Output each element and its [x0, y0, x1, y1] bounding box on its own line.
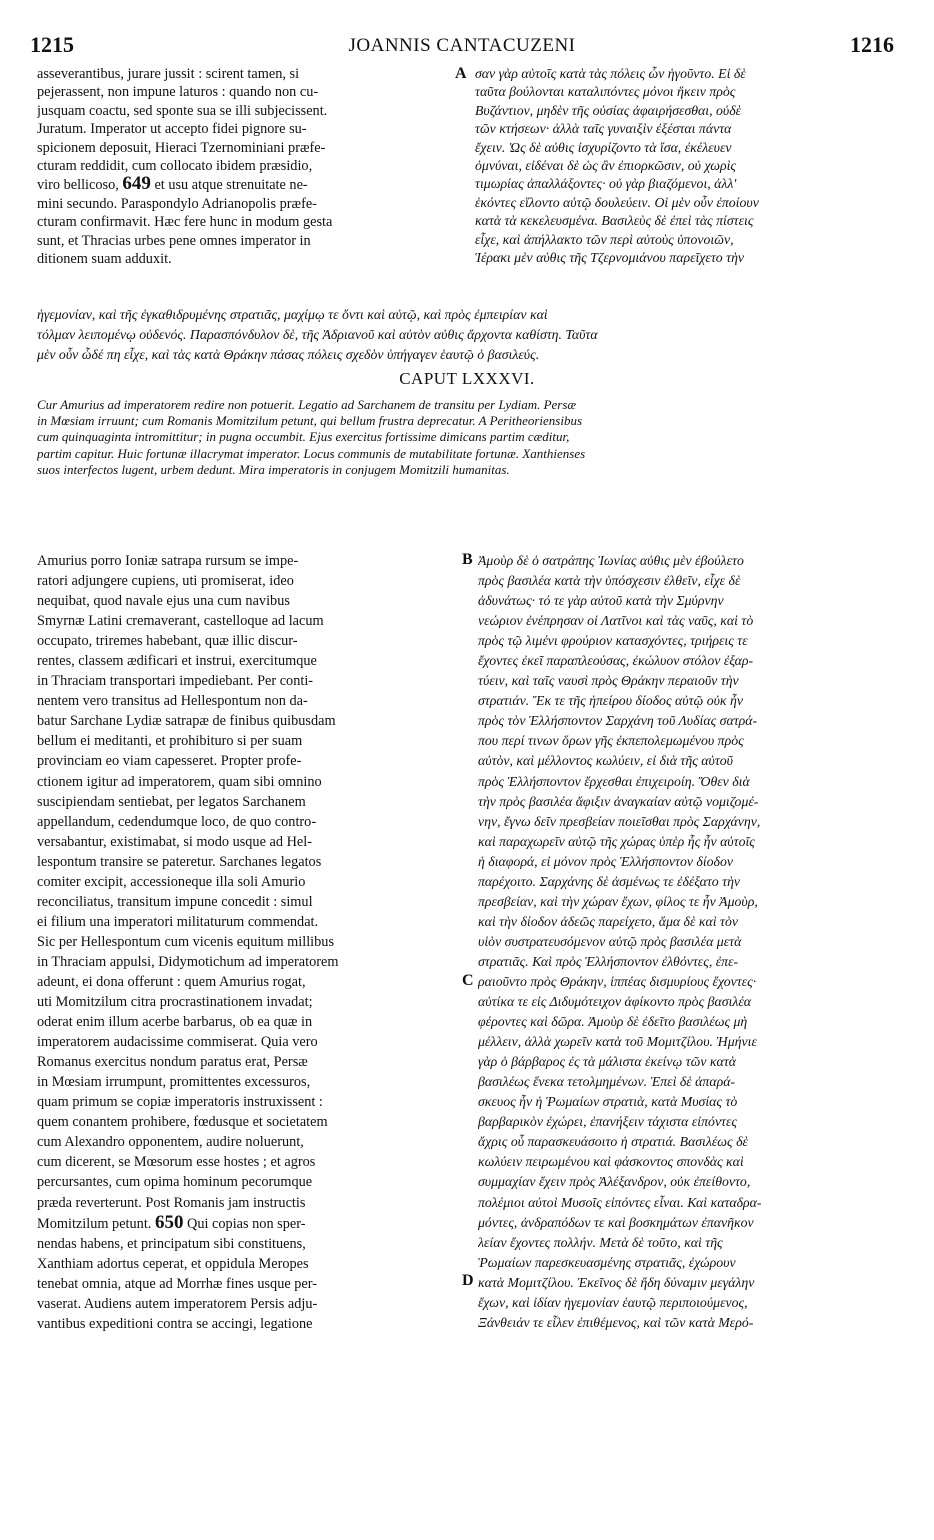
- margin-marker-d: D: [462, 1272, 474, 1289]
- latin-text-line: in Thraciam transportari impediebant. Per conti-: [37, 673, 314, 690]
- top-latin-column: [37, 65, 455, 268]
- latin-text-line: Juratum. Imperator ut accepto fidei pignore su-: [37, 121, 307, 138]
- greek-text-line: μὲν οὖν ὧδέ πη εἶχε, καὶ τὰς κατὰ Θράκην πάσας πόλεις σχεδὸν ὑπήγαγεν ἑαυτῷ ὁ βασιλεύς.: [37, 347, 540, 362]
- margin-marker-a: A: [455, 65, 467, 82]
- greek-text-line: πρὸς τῷ λιμένι φρούριον κατασχόντες, τριήρεις τε: [478, 633, 748, 649]
- greek-text-line: σαν γὰρ αὐτοῖς κατὰ τὰς πόλεις ὧν ἡγοῦντο. Εἰ δὲ: [475, 66, 746, 81]
- latin-text-line: quem conantem prohibere, fœdusque et societatem: [37, 1114, 328, 1131]
- page-number-left: 1215: [30, 32, 74, 57]
- greek-text-line: Ἀμοὺρ δὲ ὁ σατράπης Ἰωνίας αὐθις μὲν ἐβούλετο: [478, 553, 744, 568]
- latin-text-line: quam primum se copiæ imperatoris instruxissent :: [37, 1094, 323, 1111]
- main-greek-column: [478, 551, 898, 1333]
- greek-text-line: κωλύειν πειρωμένου καὶ φάσκοντος σπονδὰς καὶ: [478, 1154, 744, 1170]
- latin-text-line: batur Sarchane Lydiæ satrapæ de finibus quibusdam: [37, 713, 336, 730]
- latin-text-line: Smyrnæ Latini cremaverant, castelloque ad lacum: [37, 613, 324, 630]
- greek-text-line: εἶχε, καὶ ἀπήλλακτο τῶν περὶ αὐτοὺς ὑπονοιῶν,: [475, 231, 734, 247]
- greek-text-line: ἔχειν. Ὡς δὲ αὐθις ἰσχυρίζοντο τὰ ἴσα, ἐκέλευεν: [475, 139, 732, 155]
- greek-text-line: πρὸς βασιλέα κατὰ τὴν ὑπόσχεσιν ἐλθεῖν, εἶχε δὲ: [478, 573, 741, 589]
- latin-text-line: Xanthiam adortus ceperat, et oppidula Meropes: [37, 1255, 309, 1272]
- greek-text-line: ἄχρις οὗ παρασκευάσοιτο ἡ στρατιά. Βασιλέως δὲ: [478, 1134, 748, 1150]
- summary-line: suos interfectos lugent, urbem dedunt. Mira imperatoris in conjugem Momitzili humanitas.: [37, 461, 510, 477]
- greek-text-line: καὶ τὴν δίοδον ἀδεῶς παρείχετο, ἅμα δὲ καὶ τὸν: [478, 913, 738, 929]
- greek-text-line: ἑκόντες εἵλοντο αὐτῷ δουλεύειν. Οἱ μὲν οὖν ἐποίουν: [475, 194, 759, 210]
- latin-text-line: vantibus expeditioni contra se accingi, legatione: [37, 1315, 313, 1332]
- latin-text-line: sunt, et Thracias urbes pene omnes imperator in: [37, 232, 311, 249]
- latin-text-line: occupato, triremes habebant, quæ illic discur-: [37, 633, 298, 650]
- latin-text-line: nentem vero transitus ad Hellespontum non da-: [37, 693, 308, 710]
- greek-text-line: μέλλειν, ἀλλὰ χωρεῖν κατὰ τοῦ Μομιτζίλου. Ἠμήνιε: [478, 1034, 757, 1050]
- latin-text-line: Romanus exercitus nondum paratus erat, Persæ: [37, 1054, 308, 1071]
- greek-text-line: αὐτίκα τε εἰς Διδυμότειχον ἀφίκοντο πρὸς βασιλέα: [478, 994, 752, 1010]
- greek-text-line: πρὸς τὸν Ἑλλήσποντον Σαρχάνη τοῦ Λυδίας σατρά-: [478, 713, 758, 729]
- latin-text-line: appellandum, cedendumque loco, de quo contro-: [37, 813, 317, 830]
- greek-text-line: ἔχοντες ἐκεῖ παραπλεούσας, ἐκώλυον στόλον ἐξαρ-: [478, 653, 754, 669]
- latin-text-line: suscipiendam sentiebat, per legatos Sarchanem: [37, 793, 306, 810]
- latin-text-line: adeunt, ei dona offerunt : quem Amurius rogat,: [37, 973, 306, 990]
- greek-text-line: βασιλέως ἕνεκα τετολμημένων. Ἐπεὶ δὲ ἀπαρά-: [478, 1074, 736, 1090]
- latin-text-line: in Mœsiam irrumpunt, promittentes excessuros,: [37, 1074, 311, 1091]
- greek-text-line: λείαν ἔχοντες πολλήν. Μετὰ δὲ τοῦτο, καὶ τῆς: [478, 1234, 723, 1250]
- chapter-summary: [37, 397, 897, 478]
- greek-text-line: στρατιᾶς. Καὶ πρὸς Ἑλλήσποντον ἐλθόντες, ἐπε-: [478, 953, 739, 969]
- latin-text-line: asseverantibus, jurare jussit : scirent tamen, si: [37, 66, 300, 82]
- latin-text-line: cturam confirmavit. Hæc fere hunc in modum gesta: [37, 214, 333, 231]
- margin-marker-b: B: [462, 551, 473, 568]
- chapter-heading: CAPUT LXXXVI.: [399, 369, 535, 388]
- greek-text-line: πολέμιοι αὐτοὶ Μυσοῖς εἰπόντες εἶναι. Καὶ καταδρα-: [478, 1194, 762, 1210]
- greek-text-line: που περί τινων ὅρων γῆς ἐκπεπολεμωμένου πρὸς: [478, 733, 744, 749]
- latin-text-line: Momitzilum petunt. 650 Qui copias non sper-: [37, 1212, 306, 1233]
- latin-text-line: imperatorem audacissime commiserat. Quia vero: [37, 1034, 318, 1051]
- greek-text-line: κατὰ τὰ κεκελευσμένα. Βασιλεὺς δὲ ἐπεὶ τὰς πίστεις: [475, 213, 754, 229]
- greek-text-line: βαρβαρικὸν ἐχώρει, ἐπανήξειν τάχιστα εἰπόντες: [478, 1114, 738, 1130]
- greek-text-line: καὶ παραχωρεῖν αὐτῷ τῆς χώρας ὑπὲρ ἧς ἦν αὐτοῖς: [478, 833, 755, 849]
- latin-text-line: comiter excipit, accessioneque illa soli Amurio: [37, 873, 306, 890]
- folio-marker: 649: [122, 175, 151, 195]
- summary-line: in Mœsiam irruunt; cum Romanis Momitzilum petunt, qui bellum frustra deprecatur. A Peritheoriensibus: [37, 413, 583, 429]
- greek-text-line: Ξάνθειάν τε εἷλεν ἐπιθέμενος, καὶ τῶν κατὰ Μερό-: [478, 1314, 754, 1330]
- greek-text-line: κατὰ Μομιτζίλου. Ἐκεῖνος δὲ ἤδη δύναμιν μεγάλην: [478, 1274, 755, 1290]
- latin-text-line: cum Alexandro opponentem, audire noluerunt,: [37, 1134, 304, 1151]
- latin-text-line: nequibat, quod navale ejus una cum navibus: [37, 593, 290, 610]
- greek-text-line: τόλμαν λειπομένῳ οὐδενός. Παρασπόνδυλον δὲ, τῆς Ἀδριανοῦ καὶ αὐτὸν αὐθις ἄρχοντα καθίστη. Ταῦτα: [37, 327, 598, 342]
- latin-text-line: ctionem igitur ad imperatorem, quam sibi omnino: [37, 773, 322, 790]
- greek-text-line: φέροντες καὶ δῶρα. Ἀμοὺρ δὲ ἐδεῖτο βασιλέως μὴ: [478, 1014, 748, 1030]
- greek-text-line: νην, ἔγνω δεῖν πρεσβείαν ποιεῖσθαι πρὸς Σαρχάνην,: [478, 813, 761, 829]
- latin-text-line: oderat enim illum acerbe barbarus, ob ea quæ in: [37, 1014, 313, 1031]
- summary-line: cum quinquaginta intromittitur; in pugna occumbit. Ejus exercitus fortissime dimicans partim cæditur,: [37, 429, 570, 445]
- latin-text-line: in Thraciam appulsi, Didymotichum ad imperatorem: [37, 953, 339, 970]
- full-width-greek-block: [37, 305, 897, 365]
- latin-text-line: spicionem deposuit, Hieraci Tzernominiani præfe-: [37, 139, 326, 156]
- latin-text-line: præda reverterunt. Post Romanis jam instructis: [37, 1194, 306, 1211]
- greek-text-line: ραιοῦντο πρὸς Θράκην, ἱππέας δισμυρίους ἔχοντες·: [478, 973, 757, 989]
- greek-text-line: ταῦτα βούλονται καταλιπόντες μόνοι ἥκειν πρὸς: [475, 84, 736, 100]
- latin-text-line: uti Momitzilum citra procrastinationem invadat;: [37, 994, 313, 1011]
- margin-marker-c: C: [462, 972, 474, 989]
- latin-text-line: reconciliatus, transitum impune concedit : simul: [37, 893, 313, 910]
- running-header: [30, 32, 894, 62]
- latin-text-line: cturam reddidit, cum collocato ibidem præsidio,: [37, 158, 313, 175]
- greek-text-line: ὀμνύναι, εἰδέναι δὲ ὡς ἂν ἐπιορκῶσιν, οὐ χωρὶς: [475, 158, 737, 174]
- latin-text-line: rentes, classem ædificari et instrui, exercitumque: [37, 653, 317, 670]
- top-greek-column: [475, 65, 895, 267]
- folio-marker: 650: [154, 1212, 184, 1233]
- greek-text-line: νεώριον ἐνέπρησαν οἱ Λατῖνοι καὶ τὰς ναῦς, καὶ τὸ: [478, 613, 754, 629]
- latin-text-line: Sic per Hellespontum cum vicenis equitum millibus: [37, 933, 335, 950]
- latin-text-line: bellum ei meditanti, et prohibituro si per suam: [37, 733, 303, 750]
- latin-text-line: tenebat omnia, atque ad Morrhæ fines usque per-: [37, 1275, 318, 1292]
- greek-text-line: στρατιάν. Ἔκ τε τῆς ἠπείρου δίοδος αὐτῷ οὐκ ἦν: [478, 693, 743, 709]
- greek-text-line: γὰρ ὁ βάρβαρος ἐς τὰ μάλιστα ἐκείνῳ τῶν κατὰ: [478, 1054, 736, 1070]
- greek-text-line: Ἱέρακι μὲν αὐθις τῆς Τζερνομιάνου παρεῖχετο τὴν: [475, 250, 745, 266]
- latin-text-line: Amurius porro Ioniæ satrapa rursum se impe-: [37, 553, 299, 569]
- greek-text-line: πρὸς Ἑλλήσποντον ἔρχεσθαι ἐπιχειροίη. Ὅθεν διὰ: [478, 773, 750, 789]
- greek-text-line: Ῥωμαίων παρεσκευασμένης στρατιᾶς, ἐχώρουν: [478, 1254, 736, 1270]
- greek-text-line: παρέχοιτο. Σαρχάνης δὲ ἀσμένως τε ἐδέξατο τὴν: [478, 873, 741, 889]
- greek-text-line: μόντες, ἀνδραπόδων τε καὶ βοσκημάτων ἐπανῆκον: [478, 1214, 754, 1230]
- greek-text-line: ἡγεμονίαν, καὶ τῆς ἐγκαθιδρυμένης στρατιᾶς, μαχίμῳ τε ὄντι καὶ αὐτῷ, καὶ πρὸς ἐμπειρίαν καὶ: [37, 307, 548, 322]
- latin-text-line: ei filium una imperatori militaturum commendat.: [37, 913, 319, 930]
- latin-text-line: vaserat. Audiens autem imperatorem Persis adju-: [37, 1295, 318, 1312]
- summary-line: Cur Amurius ad imperatorem redire non potuerit. Legatio ad Sarchanem de transitu per Lydiam. Persæ: [37, 397, 577, 412]
- greek-text-line: τῶν κτήσεων· ἀλλὰ ταῖς γυναιξὶν ἐξέσται πάντα: [475, 121, 732, 137]
- greek-text-line: αὐτὸν, καὶ μέλλοντος κωλύειν, εἰ διὰ τῆς αὐτοῦ: [478, 753, 733, 769]
- latin-text-line: provinciam eo viam capesseret. Propter profe-: [37, 753, 302, 770]
- running-title: JOANNIS CANTACUZENI: [348, 35, 576, 56]
- greek-text-line: τύειν, καὶ ταῖς ναυσὶ πρὸς Θράκην περαιοῦν τὴν: [478, 673, 739, 689]
- latin-text-line: cum dicerent, se Mœsorum esse hostes ; et agros: [37, 1154, 316, 1171]
- latin-text-line: nendas habens, et principatum sibi constituens,: [37, 1235, 306, 1252]
- greek-text-line: ἀδυνάτως· τό τε γὰρ αὐτοῦ κατὰ τὴν Σμύρνην: [478, 593, 724, 609]
- greek-text-line: τιμωρίας ἀπαλλάξοντες· οὐ γὰρ βιαζόμενοι, ἀλλ': [475, 176, 737, 192]
- latin-text-line: mini secundo. Paraspondylo Adrianopolis præfe-: [37, 195, 317, 212]
- latin-text-line: percursantes, cum opima hominum pecorumque: [37, 1174, 313, 1191]
- latin-text-line: ratori adjungere cupiens, uti promiserat, ideo: [37, 573, 294, 590]
- greek-text-line: τὴν πρὸς βασιλέα ἄφιξιν ἀναγκαίαν αὐτῷ νομιζομέ-: [478, 793, 759, 809]
- greek-text-line: σκευος ἦν ἡ Ῥωμαίων στρατιὰ, κατὰ Μυσίας τὸ: [478, 1094, 738, 1110]
- latin-text-line: ditionem suam adduxit.: [37, 251, 172, 268]
- greek-text-line: υἱὸν συστρατευσόμενον αὐτῷ πρὸς βασιλέα μετὰ: [478, 933, 742, 949]
- greek-text-line: ἔχων, καὶ ἰδίαν ἡγεμονίαν ἑαυτῷ περιποιούμενος,: [478, 1294, 748, 1310]
- latin-text-line: viro bellicoso, 649 et usu atque strenuitate ne-: [37, 175, 308, 195]
- latin-text-line: jusquam coactu, sed sponte sua se illi subjecissent.: [37, 102, 328, 119]
- main-latin-column: [37, 551, 455, 1334]
- latin-text-line: lespontum transire se pateretur. Sarchanes legatos: [37, 853, 322, 870]
- latin-text-line: versabantur, existimabat, si modo usque ad Hel-: [37, 833, 312, 850]
- summary-line: partim capitur. Huic fortunæ illacrymat imperator. Locus communis de mutabilitate fortunæ. Xanthienses: [37, 445, 586, 461]
- page-number-right: 1216: [850, 32, 894, 57]
- greek-text-line: Βυζάντιον, μηδὲν τῆς οὐσίας ἀφαιρήσεσθαι, οὐδὲ: [475, 102, 742, 118]
- greek-text-line: ἡ διαφορά, εἰ μόνον πρὸς Ἑλλήσποντον δίοδον: [478, 853, 733, 869]
- latin-text-line: pejerassent, non impune laturos : quando non cu-: [37, 84, 319, 101]
- greek-text-line: πρεσβείαν, καὶ τὴν χώραν ἔχων, φίλος τε ἦν Ἀμοὺρ,: [478, 893, 758, 909]
- greek-text-line: συμμαχίαν ἔχειν πρὸς Ἀλέξανδρον, οὐκ ἐπείθοντο,: [478, 1174, 751, 1190]
